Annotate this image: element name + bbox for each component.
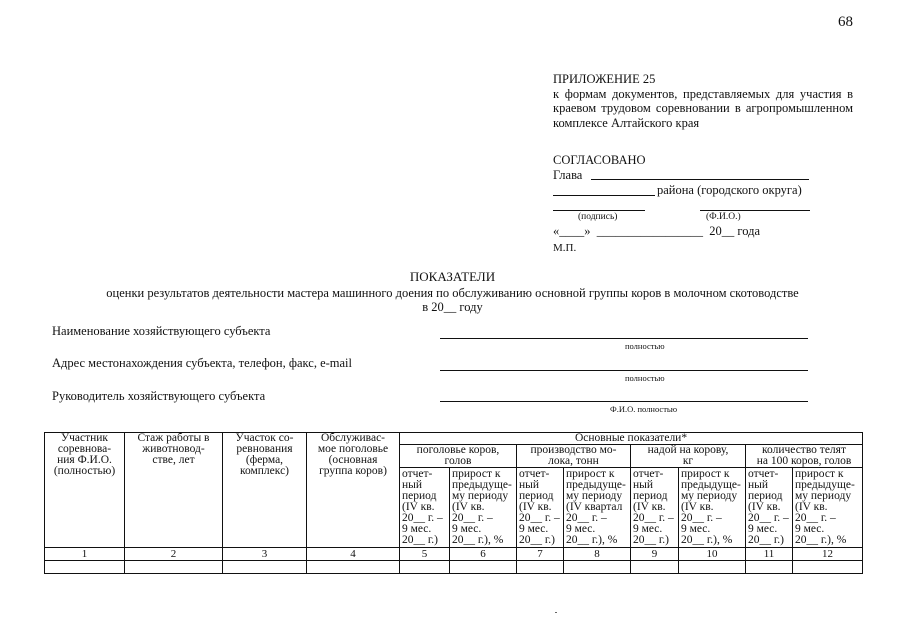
entity-name-hint: полностью <box>625 341 665 351</box>
subheader-growth: прирост к предыдуще- му периоду (IV кв. 20__ г. – 9 мес. 20__ г.), % <box>450 468 517 548</box>
column-number: 9 <box>631 548 679 561</box>
header-cow-count: поголовье коров, голов <box>400 445 517 468</box>
header-milk-production: производство мо- лока, тонн <box>517 445 631 468</box>
empty-cell <box>746 561 793 574</box>
empty-cell <box>45 561 125 574</box>
column-number: 7 <box>517 548 564 561</box>
empty-cell <box>517 561 564 574</box>
appendix-title: ПРИЛОЖЕНИЕ 25 <box>553 72 656 86</box>
document-subtitle: оценки результатов деятельности мастера машинного доения по обслуживанию основной группы коров в молочном скотоводстве <box>106 286 799 300</box>
header-calves: количество телят на 100 коров, голов <box>746 445 863 468</box>
subheader-report-period: отчет- ный период (IV кв. 20__ г. – 9 мес. 20__ г.) <box>400 468 450 548</box>
entity-head-label: Руководитель хозяйствующего субъекта <box>52 389 266 403</box>
column-number: 3 <box>223 548 307 561</box>
approval-title: СОГЛАСОВАНО <box>553 153 646 167</box>
approver-name-line <box>700 210 810 211</box>
empty-cell <box>400 561 450 574</box>
entity-name-label: Наименование хозяйствующего субъекта <box>52 324 271 338</box>
signature-label: (подпись) <box>578 212 618 222</box>
subheader-report-period: отчет- ный период (IV кв. 20__ г. – 9 мес. 20__ г.) <box>517 468 564 548</box>
subheader-report-period: отчет- ный период (IV кв. 20__ г. – 9 мес. 20__ г.) <box>631 468 679 548</box>
column-number: 1 <box>45 548 125 561</box>
empty-cell <box>631 561 679 574</box>
indicators-table <box>44 432 863 574</box>
subheader-growth: прирост к предыдуще- му периоду (IV кв. 20__ г. – 9 мес. 20__ г.), % <box>679 468 746 548</box>
entity-name-line <box>440 338 808 339</box>
column-number: 10 <box>679 548 746 561</box>
subheader-growth: прирост к предыдуще- му периоду (IV кв. 20__ г. – 9 мес. 20__ г.), % <box>793 468 863 548</box>
stamp-place-label: М.П. <box>553 242 577 254</box>
document-title: ПОКАЗАТЕЛИ <box>409 269 496 284</box>
empty-cell <box>307 561 400 574</box>
empty-cell <box>564 561 631 574</box>
column-number: 2 <box>125 548 223 561</box>
approver-name-label: (Ф.И.О.) <box>706 212 741 222</box>
header-experience: Стаж работы в животновод- стве, лет <box>125 433 223 548</box>
subheader-growth: прирост к предыдуще- му периоду (IV квартал 20__ г. – 9 мес. 20__ г.), % <box>564 468 631 548</box>
column-number: 11 <box>746 548 793 561</box>
subheader-report-period: отчет- ный период (IV кв. 20__ г. – 9 мес. 20__ г.) <box>746 468 793 548</box>
header-herd: Обслуживас- мое поголовье (основная группа коров) <box>307 433 400 548</box>
empty-cell <box>125 561 223 574</box>
entity-address-line <box>440 370 808 371</box>
approval-head-label: Глава <box>553 168 583 182</box>
table-row <box>45 561 863 574</box>
head-name-line <box>591 179 809 180</box>
entity-head-line <box>440 401 808 402</box>
empty-cell <box>223 561 307 574</box>
column-number: 8 <box>564 548 631 561</box>
empty-cell <box>679 561 746 574</box>
header-site: Участок со- ревнования (ферма, комплекс) <box>223 433 307 548</box>
region-name-line <box>553 195 655 196</box>
empty-cell <box>793 561 863 574</box>
appendix-text: к формам документов, представляемых для участия в краевом трудовом соревновании в агропромышленном комплексе Алтайского края <box>553 86 853 130</box>
empty-cell <box>450 561 517 574</box>
entity-address-hint: полностью <box>625 373 665 383</box>
entity-address-label: Адрес местонахождения субъекта, телефон, факс, e-mail <box>52 356 353 370</box>
column-number: 5 <box>400 548 450 561</box>
column-number: 12 <box>793 548 863 561</box>
column-number: 6 <box>450 548 517 561</box>
signature-line <box>553 210 645 211</box>
scan-speck <box>555 612 557 613</box>
entity-head-hint: Ф.И.О. полностью <box>610 404 678 414</box>
document-year: в 20__ году <box>422 300 483 314</box>
header-participant: Участник соревнова- ния Ф.И.О. (полностью) <box>45 433 125 548</box>
column-number: 4 <box>307 548 400 561</box>
region-label: района (городского округа) <box>657 183 802 197</box>
page-number: 68 <box>838 14 853 30</box>
approval-date-line: «____» _________________ 20__ года <box>553 224 760 238</box>
appendix-block <box>553 72 853 130</box>
header-main-indicators: Основные показатели* <box>400 433 863 445</box>
header-milk-yield: надой на корову, кг <box>631 445 746 468</box>
